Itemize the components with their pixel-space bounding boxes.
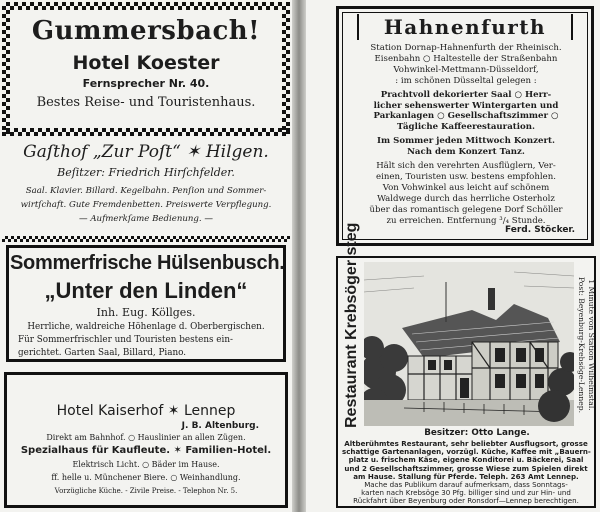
hahnenfurth-line: Vohwinkel-Mettmann-Düsseldorf, — [393, 64, 539, 75]
gummersbach-title: Gummersbach! — [31, 16, 261, 46]
hahnenfurth-line: Von Vohwinkel aus leicht auf schönem — [382, 182, 550, 193]
huelsenbusch-line-2: Für Sommerfrischler und Touristen bestens ein- — [18, 335, 233, 345]
left-page — [0, 0, 292, 512]
gummersbach-hotel-name: Hotel Koester — [72, 52, 220, 74]
checker-border-left — [2, 2, 10, 136]
gummersbach-phone: Fernsprecher Nr. 40. — [82, 77, 210, 90]
hahnenfurth-line: Prachtvoll dekorierter Saal ○ Herr- — [380, 89, 552, 100]
ornament-right — [571, 14, 581, 40]
huelsenbusch-title: Sommerfrische Hülsenbusch. — [10, 252, 285, 274]
zurpost-line-3: — Aufmerkſame Bedienung. — — [79, 214, 213, 224]
huelsenbusch-line-3: gerichtet. Garten Saal, Billard, Piano. — [18, 348, 187, 358]
kaiserhof-title: Hotel Kaiserhof ✶ Lennep — [56, 403, 236, 419]
ad-huelsenbusch — [2, 236, 290, 366]
krebsoege-line: platz u. frischem Käse, eigene Konditorei u. Bäckerei, Saal — [348, 455, 584, 465]
gummersbach-tagline: Bestes Reise- und Touristenhaus. — [36, 95, 256, 110]
restaurant-building-illustration — [364, 262, 574, 426]
hahnenfurth-line: : im schönen Düsseltal gelegen : — [395, 75, 537, 86]
kaiserhof-line-3: Elektrisch Licht. ○ Bäder im Hause. — [72, 460, 220, 469]
krebsoege-line: Mache das Publikum darauf aufmerksam, dass Sonntags- — [364, 480, 568, 490]
krebsoege-side-right-2: Post: Beyenburg-Krebsöge-Lennep. — [577, 277, 586, 413]
krebsoege-line: karten nach Krebsöge 30 Pfg. billiger sind und zur Hin- und — [361, 488, 571, 498]
zurpost-owner: Beſitzer: Friedrich Hirſchfelder. — [57, 166, 235, 179]
kaiserhof-line-4: ff. helle u. Münchener Biere. ○ Weinhandlung. — [51, 473, 241, 482]
book-gutter — [292, 0, 306, 512]
hahnenfurth-line: Hält sich den verehrten Ausflüglern, Ver- — [376, 161, 556, 172]
hahnenfurth-line: Tägliche Kaffeerestauration. — [397, 122, 535, 133]
huelsenbusch-subtitle: „Unter den Linden“ — [44, 278, 248, 303]
ornament-left — [349, 14, 359, 40]
hahnenfurth-line: Station Dornap-Hahnenfurth der Rheinisch. — [370, 43, 562, 53]
zurpost-title: Gaſthof „Zur Poſt“ ✶ Hilgen. — [23, 142, 269, 162]
hahnenfurth-line: Parkanlagen ○ Gesellschaftszimmer ○ — [373, 111, 559, 122]
right-page — [306, 0, 600, 512]
krebsoege-owner: Besitzer: Otto Lange. — [424, 428, 530, 438]
kaiserhof-owner: J. B. Altenburg. — [181, 421, 259, 431]
ad-kaiserhof — [4, 372, 288, 508]
krebsoege-line: am Hause. Stallung für Pferde. Teleph. 263 Amt Lennep. — [353, 471, 579, 481]
hahnenfurth-body — [353, 43, 579, 227]
hahnenfurth-line: licher sehenswerter Wintergarten und — [373, 100, 559, 111]
krebsoege-line: Altberühmtes Restaurant, sehr beliebter Ausflugsort, grosse — [344, 439, 588, 448]
hahnenfurth-line: über das romantisch gelegene Dorf Schöller — [369, 204, 563, 215]
checker-border-top — [2, 236, 290, 242]
krebsoege-line: und 2 Gesellschaftszimmer, grosse Wiese zum Spielen direkt — [344, 463, 588, 473]
zurpost-line-2: wirtſchaft. Gute Fremdenbetten. Preiswerte Verpflegung. — [20, 200, 272, 210]
krebsoege-line: schattige Gartenanlagen, vorzügl. Küche, Kaffee mit „Bauern- — [342, 447, 591, 457]
ad-zur-post — [2, 138, 290, 234]
kaiserhof-line-2: Spezialhaus für Kaufleute. ✶ Familien-Hotel. — [20, 445, 272, 456]
hahnenfurth-line: zu erreichen. Entfernung ³/₄ Stunde. — [386, 215, 546, 226]
checker-border-right — [282, 2, 290, 136]
huelsenbusch-owner: Inh. Eug. Köllges. — [96, 306, 196, 319]
krebsoege-side-title: Restaurant Krebsöger steg — [343, 222, 360, 428]
kaiserhof-line-1: Direkt am Bahnhof. ○ Hauslinier an allen Zügen. — [46, 433, 246, 442]
zurpost-line-1: Saal. Klavier. Billard. Kegelbahn. Penſion und Sommer- — [25, 186, 267, 196]
hahnenfurth-title: Hahnenfurth — [383, 15, 547, 39]
hahnenfurth-line: Nach dem Konzert Tanz. — [407, 147, 525, 158]
krebsoege-body — [342, 440, 590, 506]
ad-gummersbach — [2, 2, 290, 136]
checker-border-bottom — [2, 128, 290, 136]
huelsenbusch-line-1: Herrliche, waldreiche Höhenlage d. Oberbergischen. — [27, 322, 265, 332]
ad-hahnenfurth — [336, 6, 594, 246]
hahnenfurth-line: Im Sommer jeden Mittwoch Konzert. — [377, 136, 555, 147]
kaiserhof-line-5: Vorzügliche Küche. - Zivile Preise. - Telephon Nr. 5. — [54, 487, 238, 495]
krebsoege-line: Rückfahrt über Beyenburg oder Ronsdorf—Lennep berechtigen. — [353, 496, 579, 506]
hahnenfurth-line: Eisenbahn ○ Haltestelle der Straßenbahn — [374, 53, 558, 64]
checker-border-top — [2, 2, 290, 10]
hahnenfurth-line: Waldwege durch das herrliche Osterholz — [377, 193, 555, 204]
krebsoege-side-right-1: 1 Minute von Station Wilhelmstal. — [587, 279, 596, 411]
hahnenfurth-line: einen, Touristen usw. bestens empfohlen. — [376, 171, 556, 182]
hahnenfurth-signature: Ferd. Stöcker. — [504, 225, 575, 235]
